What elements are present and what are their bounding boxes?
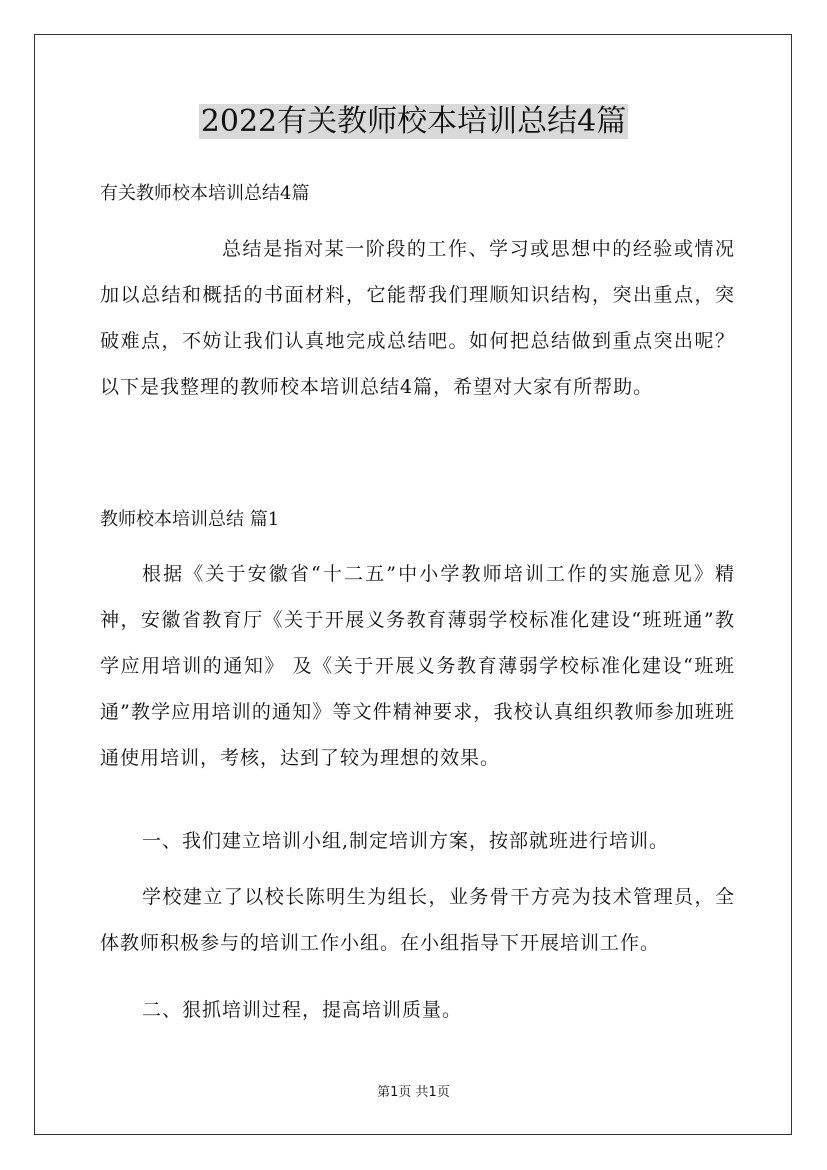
page-number-footer: 第1页 共1页: [377, 1085, 450, 1100]
section-heading: 教师校本培训总结 篇1: [100, 509, 280, 530]
body-paragraph: 一、我们建立培训小组,制定培训方案，按部就班进行培训。: [142, 830, 670, 852]
body-paragraph: 根据《关于安徽省“十二五”中小学教师培训工作的实施意见》精神，安徽省教育厅《关于开展义务教育薄弱学校标准化建设“班班通”教学应用培训的通知》 及《关于开展义务教育薄弱学校标准化建设“班班通”教学应用培训的通知》等文件精神要求，我校认真组织教师参加班班通使用培训，考核，达到了较为理想的效果。: [100, 563, 735, 769]
document-subtitle: 有关教师校本培训总结4篇: [100, 183, 310, 204]
document-title-text: 2022有关教师校本培训总结4篇: [200, 104, 627, 139]
body-paragraph: 二、狠抓培训过程，提高培训质量。: [142, 999, 463, 1021]
body-paragraph: 学校建立了以校长陈明生为组长，业务骨干方亮为技术管理员，全体教师积极参与的培训工作小组。在小组指导下开展培训工作。: [100, 886, 735, 954]
intro-paragraph: 总结是指对某一阶段的工作、学习或思想中的经验或情况加以总结和概括的书面材料，它能帮我们理顺知识结构，突出重点，突破难点，不妨让我们认真地完成总结吧。如何把总结做到重点突出呢？以下是我整理的教师校本培训总结4篇，希望对大家有所帮助。: [100, 238, 735, 398]
document-title: [0, 100, 827, 144]
